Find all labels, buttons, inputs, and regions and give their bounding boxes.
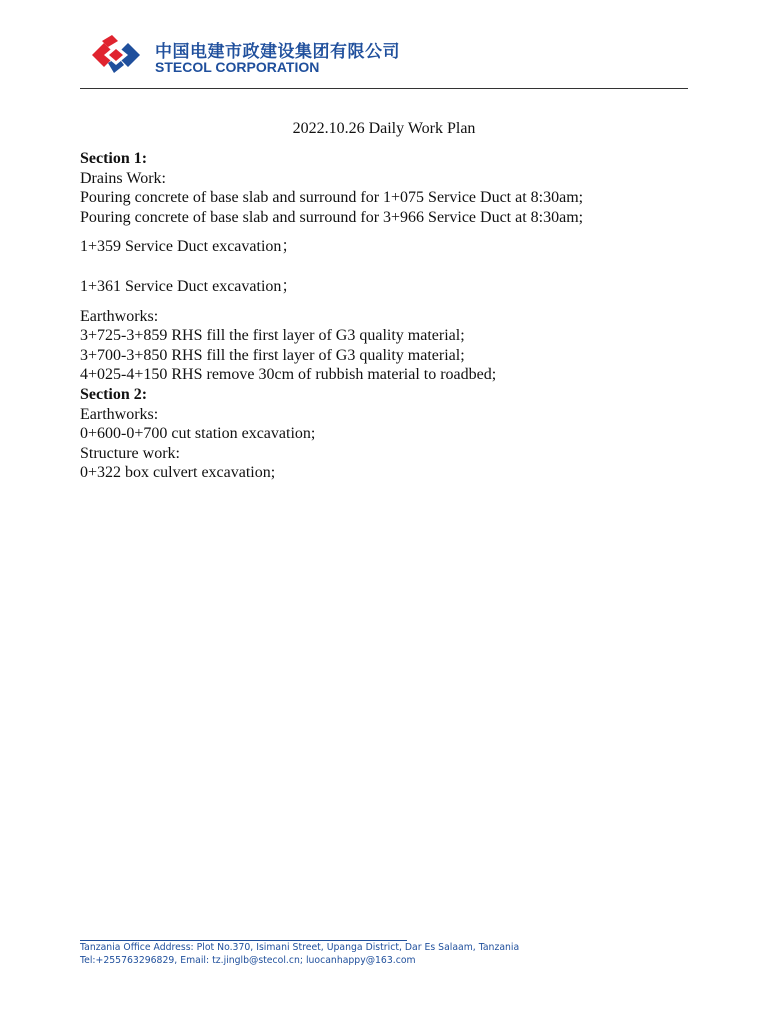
header-divider bbox=[80, 88, 688, 89]
section-1-earthworks-item-3: 4+025-4+150 RHS remove 30cm of rubbish material to roadbed; bbox=[80, 366, 497, 384]
contact-info: Tel:+255763296829, Email: tz.jinglb@stecol.cn; luocanhappy@163.com bbox=[80, 954, 416, 966]
drains-work-label: Drains Work: bbox=[80, 169, 166, 187]
excavation-item-1: 1+359 Service Duct excavation； bbox=[80, 238, 298, 256]
stecol-logo-icon bbox=[90, 35, 144, 75]
company-name-english: STECOL CORPORATION bbox=[155, 59, 320, 75]
section-1-earthworks-label: Earthworks: bbox=[80, 307, 159, 325]
document-body bbox=[80, 149, 688, 483]
document-title: 2022.10.26 Daily Work Plan bbox=[292, 120, 476, 137]
structure-work-label: Structure work: bbox=[80, 444, 180, 462]
section-1-earthworks-item-1: 3+725-3+859 RHS fill the first layer of G3 quality material; bbox=[80, 327, 465, 345]
drains-item-1: Pouring concrete of base slab and surround for 1+075 Service Duct at 8:30am; bbox=[80, 189, 584, 207]
section-2-heading: Section 2: bbox=[80, 385, 148, 403]
structure-item-1: 0+322 box culvert excavation; bbox=[80, 464, 276, 482]
company-name-chinese: 中国电建市政建设集团有限公司 bbox=[155, 42, 400, 62]
section-2-earthworks-label: Earthworks: bbox=[80, 405, 159, 423]
letterhead bbox=[90, 33, 690, 77]
excavation-item-2: 1+361 Service Duct excavation； bbox=[80, 277, 298, 295]
footer bbox=[80, 942, 700, 967]
section-1-earthworks-item-2: 3+700-3+850 RHS fill the first layer of G3 quality material; bbox=[80, 346, 465, 364]
footer-divider bbox=[80, 940, 407, 941]
section-1-heading: Section 1: bbox=[80, 150, 148, 167]
section-2-earthworks-item-1: 0+600-0+700 cut station excavation; bbox=[80, 425, 316, 443]
drains-item-2: Pouring concrete of base slab and surround for 3+966 Service Duct at 8:30am; bbox=[80, 208, 584, 226]
office-address: Tanzania Office Address: Plot No.370, Isimani Street, Upanga District, Dar Es Salaam, Tanzania bbox=[80, 942, 520, 953]
